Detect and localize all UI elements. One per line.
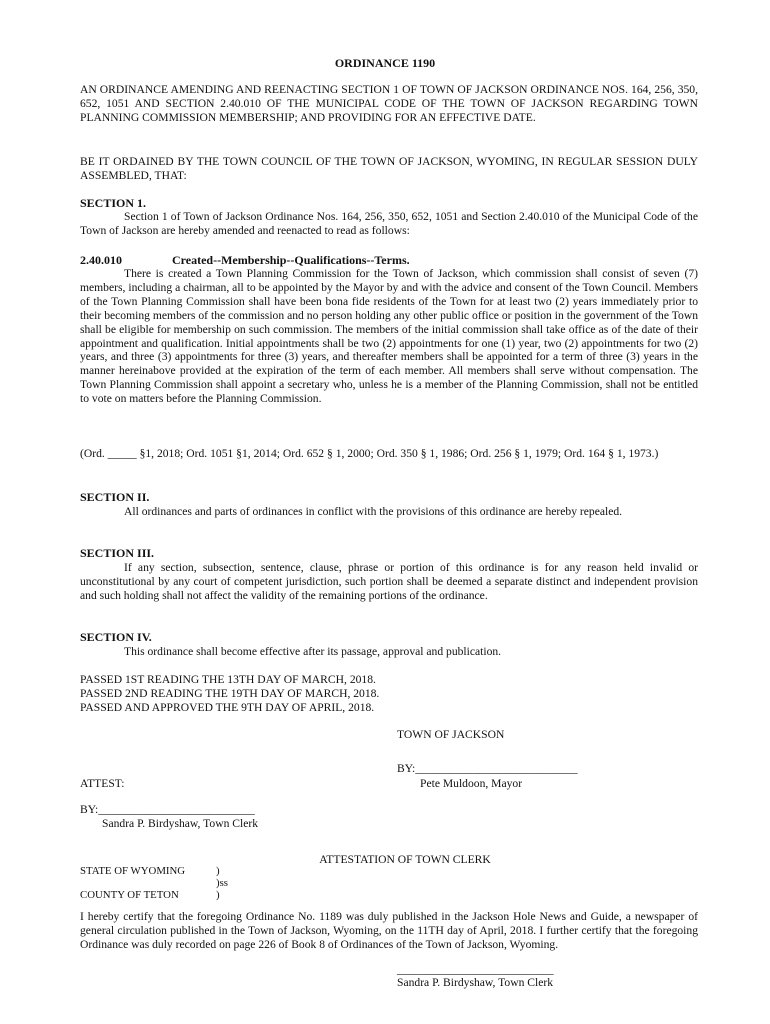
enacting-clause: BE IT ORDAINED BY THE TOWN COUNCIL OF THE TOWN OF JACKSON, WYOMING, IN REGULAR SESSION DULY ASSEMBLED, THAT: <box>80 155 698 182</box>
attestation-heading: ATTESTATION OF TOWN CLERK <box>319 853 491 866</box>
certification-text: I hereby certify that the foregoing Ordinance No. 1189 was duly published in the Jackson Hole News and Guide, a newspaper of general circulation published in the Town of Jackson, Wyoming, on the 11TH day of April, 2018. I further certify that the foregoing Ordinance was duly recorded on page 226 of Book 8 of Ordinances of the Town of Jackson, Wyoming. <box>80 910 698 951</box>
code-section-title: Created--Membership--Qualifications--Terms. <box>172 253 410 267</box>
clerk-name: Sandra P. Birdyshaw, Town Clerk <box>102 817 259 830</box>
section-4-text: This ordinance shall become effective after its passage, approval and publication. <box>124 645 502 658</box>
town-of-jackson-label: TOWN OF JACKSON <box>397 728 505 741</box>
section-3-text: If any section, subsection, sentence, clause, phrase or portion of this ordinance is for any reason held invalid or unconstitutional by any court of competent jurisdiction, such portion shall be deemed a separate distinct and independent provision and such holding shall not affect the validity of the remaining portions of the ordinance. <box>80 561 698 602</box>
section-2-text: All ordinances and parts of ordinances in conflict with the provisions of this ordinance are hereby repealed. <box>124 505 623 518</box>
mayor-signature-line: BY:____________________________ <box>397 762 578 775</box>
state-label: STATE OF WYOMING <box>80 865 186 877</box>
ss-mark: )ss <box>216 877 228 889</box>
section-2-heading: SECTION II. <box>80 490 150 504</box>
state-paren: ) <box>216 865 220 877</box>
reading-2: PASSED 2ND READING THE 19TH DAY OF MARCH, 2018. <box>80 687 380 700</box>
section-1-text: Section 1 of Town of Jackson Ordinance Nos. 164, 256, 350, 652, 1051 and Section 2.40.010 of the Municipal Code of the Town of Jackson are hereby amended and reenacted to read as follows: <box>80 210 698 237</box>
code-section-history: (Ord. _____ §1, 2018; Ord. 1051 §1, 2014; Ord. 652 § 1, 2000; Ord. 350 § 1, 1986; Ord. 256 § 1, 1979; Ord. 164 § 1, 1973.) <box>80 447 659 460</box>
reading-3: PASSED AND APPROVED THE 9TH DAY OF APRIL, 2018. <box>80 701 375 714</box>
certification-signature-line: ___________________________ <box>397 963 554 976</box>
clerk-signature-line: BY:___________________________ <box>80 803 255 816</box>
county-paren: ) <box>216 889 220 901</box>
section-3-heading: SECTION III. <box>80 546 155 560</box>
mayor-name: Pete Muldoon, Mayor <box>420 777 523 790</box>
code-section-number: 2.40.010 <box>80 253 122 267</box>
preamble: AN ORDINANCE AMENDING AND REENACTING SECTION 1 OF TOWN OF JACKSON ORDINANCE NOS. 164, 256, 350, 652, 1051 AND SECTION 2.40.010 OF THE MUNICIPAL CODE OF THE TOWN OF JACKSON REGARDING TOWN PLANNING COMMISSION MEMBERSHIP; AND PROVIDING FOR AN EFFECTIVE DATE. <box>80 83 698 124</box>
code-section-heading <box>80 253 698 268</box>
code-section-text: There is created a Town Planning Commission for the Town of Jackson, which commission shall consist of seven (7) members, including a chairman, all to be appointed by the Mayor by and with the advice and consent of the Town Council. Members of the Town Planning Commission shall have been bona fide residents of the Town for at least two (2) years immediately prior to their becoming members of the commission and no person holding any other public office or position in the government of the Town shall be eligible for membership on such commission. The members of the initial commission shall take office as of the date of their appointment and qualification. Initial appointments shall be two (2) appointments for one (1) year, two (2) appointments for two (2) years, and three (3) appointments for three (3) years, and thereafter members shall be appointed for a term of three (3) years in the manner hereinabove provided at the expiration of the term of each member. All members shall serve without compensation. The Town Planning Commission shall appoint a secretary who, unless he is a member of the Planning Commission, shall not be entitled to vote on matters before the Planning Commission. <box>80 267 698 406</box>
reading-1: PASSED 1ST READING THE 13TH DAY OF MARCH, 2018. <box>80 673 376 686</box>
section-1-heading: SECTION 1. <box>80 196 147 210</box>
certification-clerk-name: Sandra P. Birdyshaw, Town Clerk <box>397 976 554 989</box>
attest-label: ATTEST: <box>80 777 125 790</box>
section-4-heading: SECTION IV. <box>80 630 152 644</box>
county-label: COUNTY OF TETON <box>80 889 179 901</box>
document-title: ORDINANCE 1190 <box>334 56 436 70</box>
